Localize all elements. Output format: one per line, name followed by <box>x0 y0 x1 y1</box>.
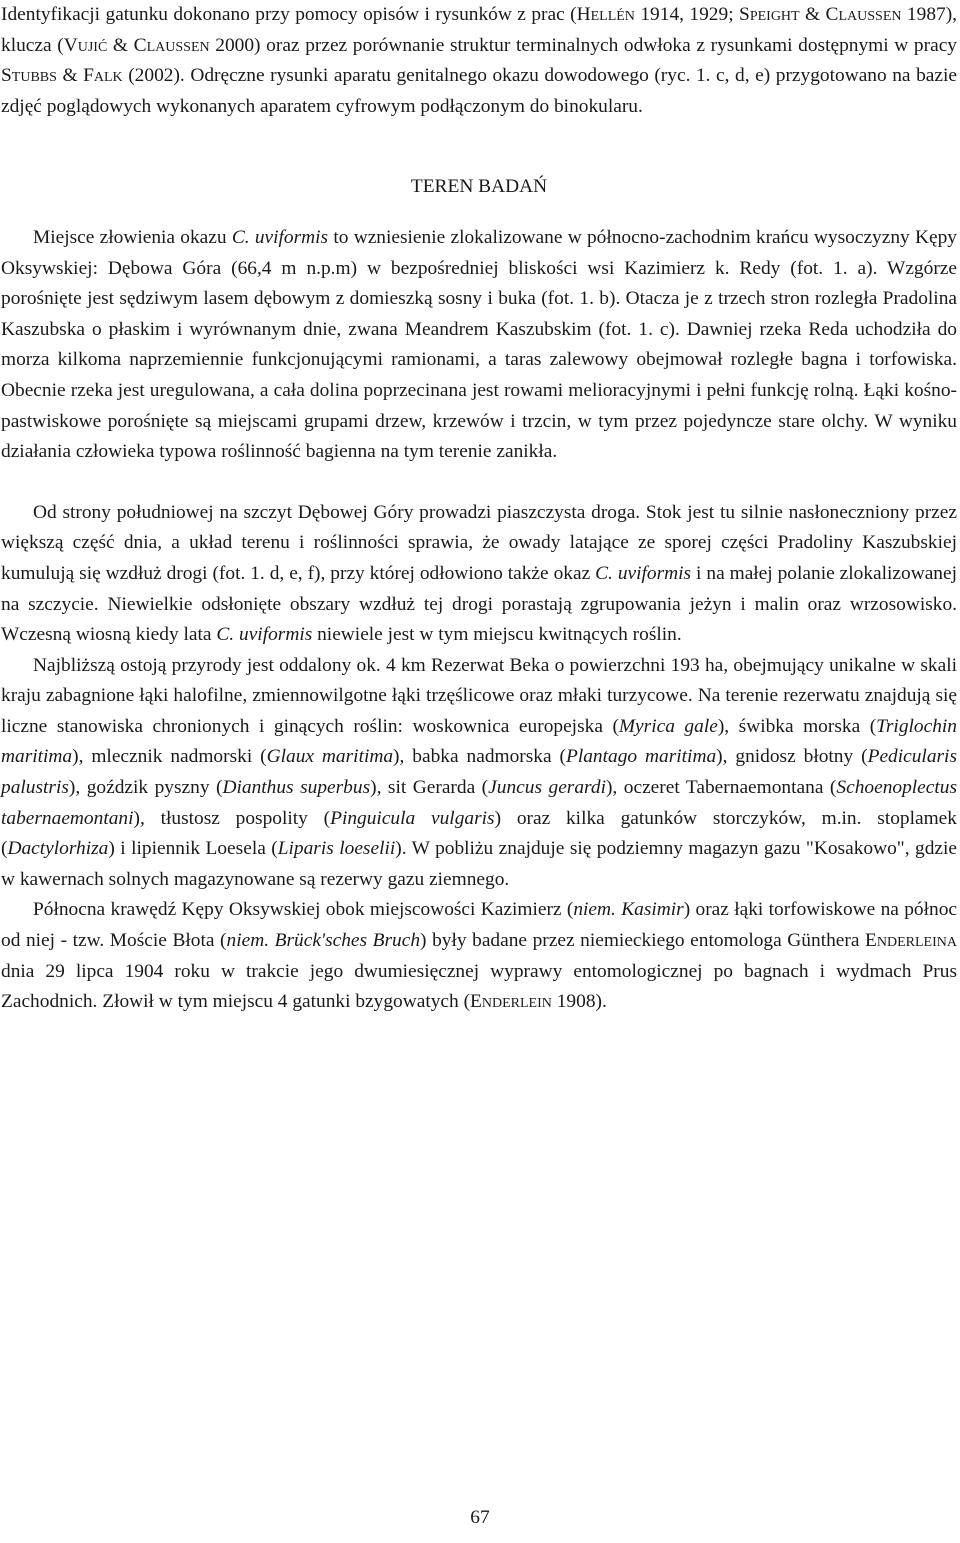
section-heading: TEREN BADAŃ <box>410 176 548 198</box>
author-name: Speight <box>739 4 800 25</box>
paragraph-location: Miejsce złowienia okazu C. uviformis to wzniesienie zlokalizowane w północno-zachodnim krańcu wysoczyzny Kępy Oksywskiej: Dębowa Góra (66,4 m n.p.m) w bezpośredniej bliskości wsi Kazimierz k. Redy (fot. 1. a). Wzgórze porośnięte jest sędziwym lasem dębowym z domieszką sosny i buka (fot. 1. b). Otacza je z trzech stron rozległa Pradolina Kaszubska o płaskim i wyrównanym dnie, zwana Meandrem Kaszubskim (fot. 1. c). Dawniej rzeka Reda uchodziła do morza kilkoma naprzemiennie funkcjonującymi ramionami, a taras zalewowy obejmował rozległe bagna i torfowiska. Obecnie rzeka jest uregulowana, a cała dolina poprzecinana jest rowami melioracyjnymi i pełni funkcję rolną. Łąki kośno-pastwiskowe porośnięte są miejscami grupami drzew, krzewów i trzcin, w tym przez pojedyncze stare olchy. W wyniku działania człowieka typowa roślinność bagienna na tym terenie zanikła. <box>1 226 957 463</box>
paragraph-history: Północna krawędź Kępy Oksywskiej obok miejscowości Kazimierz (niem. Kasimir) oraz łąki torfowiskowe na północ od niej - tzw. Moście Błota (niem. Brück'sches Bruch) były badane przez niemieckiego entomologa Günthera Enderleina dnia 29 lipca 1904 roku w trakcie jego dwumiesięcznej wyprawy entomologicznej po bagnach i wydmach Prus Zachodnich. Złowił w tym miejscu 4 gatunki bzygowatych (Enderlein 1908). <box>1 899 957 1013</box>
paragraph-road: Od strony południowej na szczyt Dębowej Góry prowadzi piaszczysta droga. Stok jest tu silnie nasłoneczniony przez większą część dnia, a układ terenu i roślinności sprawia, że owady latające ze sporej części Pradoliny Kaszubskiej kumulują się wzdłuż drogi (fot. 1. d, e, f), przy której odłowiono także okaz C. uviformis i na małej polanie zlokalizowanej na szczycie. Niewielkie odsłonięte obszary wzdłuż tej drogi porastają zgrupowania jeżyn i malin oraz wrzosowisko. Wczesną wiosną kiedy lata C. uviformis niewiele jest w tym miejscu kwitnących roślin. <box>1 501 957 646</box>
species-name: Juncus gerardi <box>488 777 606 799</box>
species-name: Myrica gale <box>618 715 718 737</box>
paragraph-reserve: Najbliższą ostoją przyrody jest oddalony ok. 4 km Rezerwat Beka o powierzchni 193 ha, obejmujący unikalne w skali kraju zabagnione łąki halofilne, zmiennowilgotne łąki trzęślicowe oraz młaki turzycowe. Na terenie rezerwatu znajdują się liczne stanowiska chronionych i ginących roślin: woskownica europejska (Myrica gale), świbka morska (Triglochin maritima), mlecznik nadmorski (Glaux maritima), babka nadmorska (Plantago maritima), gnidosz błotny (Pedicularis palustris), goździk pyszny (Dianthus superbus), sit Gerarda (Juncus gerardi), oczeret Tabernaemontana (Schoenoplectus tabernaemontani), tłustosz pospolity (Pinguicula vulgaris) oraz kilka gatunków storczyków, m.in. stoplamek (Dactylorhiza) i lipiennik Loesela (Liparis loeselii). W pobliżu znajduje się podziemny magazyn gazu "Kosakowo", gdzie w kawernach solnych magazynowane są rezerwy gazu ziemnego. <box>1 654 958 890</box>
author-name: Enderleina <box>865 930 957 952</box>
author-name: Enderlein <box>470 991 552 1013</box>
author-name: Vujić <box>63 34 108 56</box>
author-name: Stubbs <box>1 65 57 87</box>
species-name: Liparis loeselii <box>277 838 396 860</box>
species-name: Dactylorhiza <box>7 838 109 860</box>
page-number: 67 <box>470 1507 490 1528</box>
species-name: C. uviformis <box>216 624 313 646</box>
paragraph-identification: Identyfikacji gatunku dokonano przy pomocy opisów i rysunków z prac (Hellén 1914, 1929; Speight & Claussen 1987), klucza (Vujić & Claussen 2000) oraz przez porównanie struktur terminalnych odwłoka z rysunkami dostępnymi w pracy Stubbs & Falk (2002). Odręczne rysunki aparatu genitalnego okazu dowodowego (ryc. 1. c, d, e) przygotowano na bazie zdjęć poglądowych wykonanych aparatem cyfrowym podłączonym do binokularu. <box>1 4 958 117</box>
species-name: Schoenoplectus tabernaemontani <box>1 777 958 829</box>
author-name: Claussen <box>825 4 902 25</box>
german-name: niem. Brück'sches Bruch <box>226 930 421 952</box>
german-name: niem. Kasimir <box>573 899 684 921</box>
species-name: Pinguicula vulgaris <box>330 807 495 829</box>
species-name: Triglochin maritima <box>1 715 957 768</box>
species-name: C. uviformis <box>231 226 329 248</box>
species-name: Glaux maritima <box>266 746 394 768</box>
author-name: Hellén <box>576 4 635 25</box>
author-name: Falk <box>83 65 123 87</box>
species-name: Dianthus superbus <box>222 777 371 799</box>
species-name: Plantago maritima <box>566 746 717 768</box>
author-name: Claussen <box>133 34 210 56</box>
species-name: C. uviformis <box>595 562 692 584</box>
species-name: Pedicularis palustris <box>1 746 957 799</box>
